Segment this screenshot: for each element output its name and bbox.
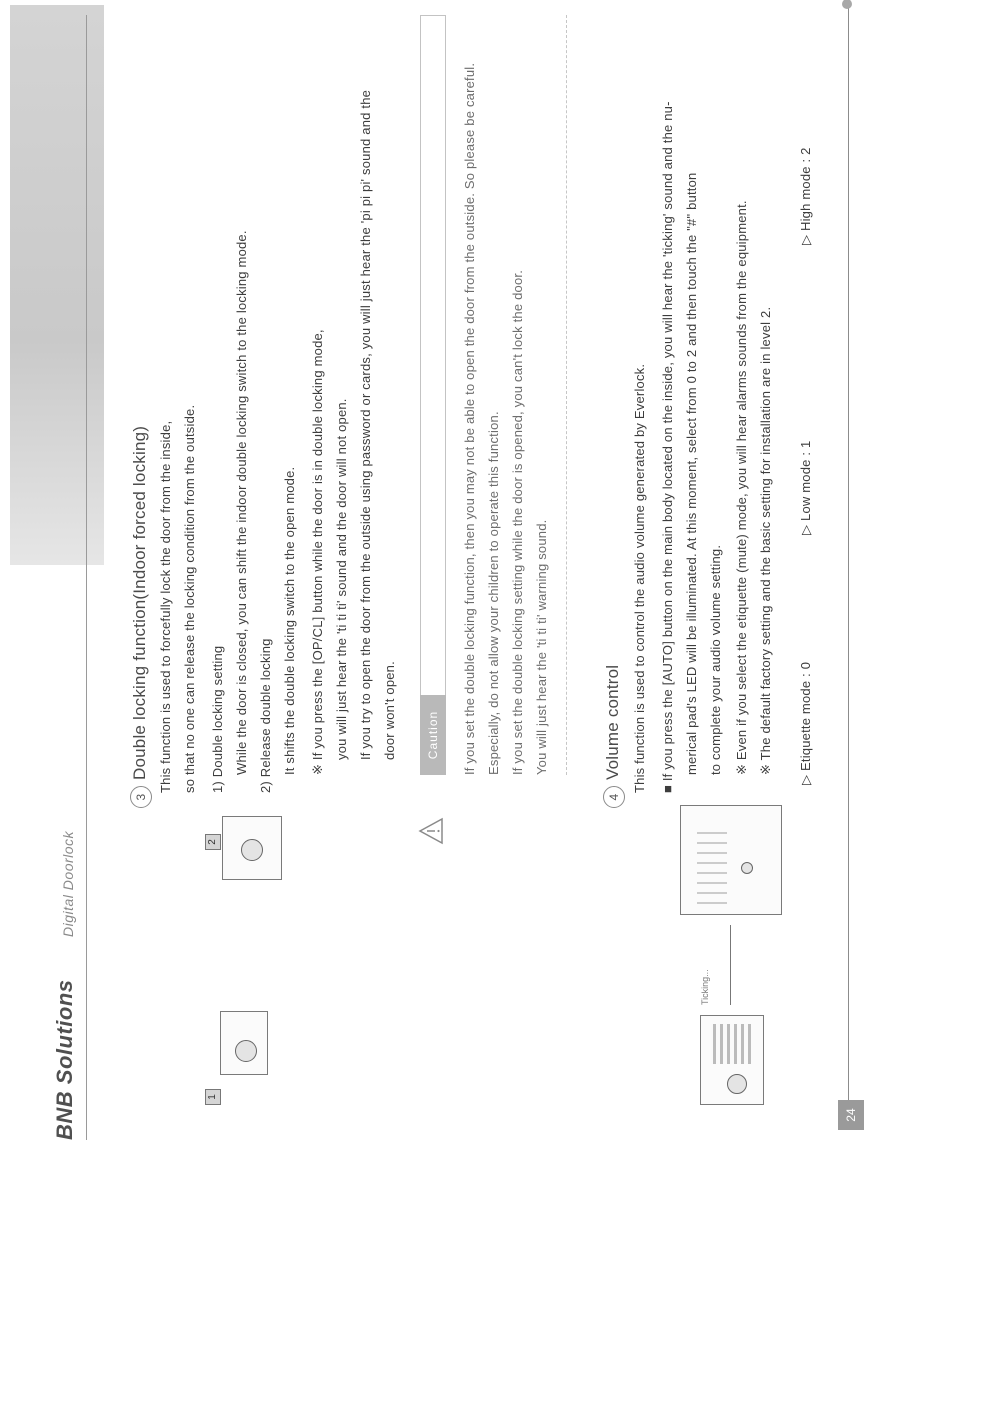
- section4-intro: This function is used to control the audio volume generated by Everlock.: [632, 363, 647, 793]
- arrow-line: [730, 925, 731, 1005]
- step1-title: 1) Double locking setting: [210, 645, 225, 793]
- step2-title: 2) Release double locking: [258, 638, 273, 793]
- mode-low: ▷ Low mode : 1: [798, 440, 813, 535]
- knob-icon: [727, 1074, 747, 1094]
- section4-line-3: to complete your audio volume setting.: [708, 544, 723, 775]
- brand-subtitle: Digital Doorlock: [60, 830, 76, 937]
- lock-knob-icon-2: [241, 839, 263, 861]
- section4-line-1: ■ If you press the [AUTO] button on the main body located on the inside, you will hear the 'ticking' sound and the nu-: [660, 101, 675, 793]
- keypad-illustration: [680, 805, 782, 915]
- figure-2-lock-illustration: [222, 816, 282, 880]
- figure-1-badge: 1: [205, 1089, 221, 1105]
- led-icon: [741, 862, 753, 874]
- section4-line-5: ※ The default factory setting and the basic setting for installation are in level 2.: [758, 306, 773, 775]
- note-line-2: you will just hear the 'ti ti ti' sound and the door will not open.: [334, 398, 349, 760]
- keypad-icon: [697, 824, 727, 904]
- note-line-4: door won't open.: [382, 661, 397, 760]
- brand-name: BNB Solutions: [52, 979, 77, 1140]
- header-rule: [86, 15, 87, 1140]
- header-gradient-bar: [10, 5, 104, 565]
- figure-2-badge: 2: [205, 834, 221, 850]
- mode-high: ▷ High mode : 2: [798, 147, 813, 245]
- figure-1-lock-illustration: [220, 1011, 268, 1075]
- section4-line-2: merical pad's LED will be illuminated. At this moment, select from 0 to 2 and then touch the "#" button: [684, 172, 699, 775]
- step1-text: While the door is closed, you can shift the indoor double locking switch to the locking mode.: [234, 230, 249, 775]
- section4-line-4: ※ Even if you select the etiquette (mute) mode, you will hear alarms sounds from the equipment.: [734, 200, 749, 775]
- section4-number: 4: [603, 786, 625, 808]
- footer-rule: [848, 0, 849, 1100]
- caution-line-1: If you set the double locking function, then you may not be able to open the door from the outside. So please be careful.: [462, 62, 477, 775]
- note-line-1: ※ If you press the [OP/CL] button while the door is in double locking mode,: [310, 329, 325, 775]
- caution-line-3: If you set the double locking setting while the door is opened, you can't lock the door.: [510, 269, 525, 775]
- button-pad-icon: [711, 1024, 751, 1064]
- section3-heading: [130, 426, 152, 808]
- lock-knob-icon: [235, 1040, 257, 1062]
- section4-heading: [603, 665, 625, 808]
- warning-triangle-icon: [418, 817, 444, 845]
- step2-text: It shifts the double locking switch to the open mode.: [282, 466, 297, 775]
- page-number: 24: [838, 1100, 864, 1130]
- note-line-3: If you try to open the door from the outside using password or cards, you will just hear the 'pi pi pi' sound and the: [358, 89, 373, 760]
- section3-number: 3: [130, 786, 152, 808]
- caution-bar: [420, 15, 446, 775]
- caution-tag: Caution: [420, 695, 446, 775]
- footer-dot: [842, 0, 852, 9]
- section4-title: Volume control: [603, 664, 622, 780]
- section3-intro-2: so that no one can release the locking condition from the outside.: [182, 404, 197, 793]
- caution-line-4: You will just hear the 'ti ti ti' warning sound.: [534, 519, 549, 775]
- caution-line-2: Especially, do not allow your children to operate this function.: [486, 411, 501, 775]
- section3-title: Double locking function(Indoor forced locking): [130, 425, 149, 780]
- section3-intro-1: This function is used to forcefully lock the door from the inside,: [158, 420, 173, 793]
- inside-body-illustration: [700, 1015, 764, 1105]
- caution-divider: [566, 15, 567, 775]
- ticking-caption: Ticking...: [700, 969, 710, 1005]
- mode-etiquette: ▷ Etiquette mode : 0: [798, 661, 813, 785]
